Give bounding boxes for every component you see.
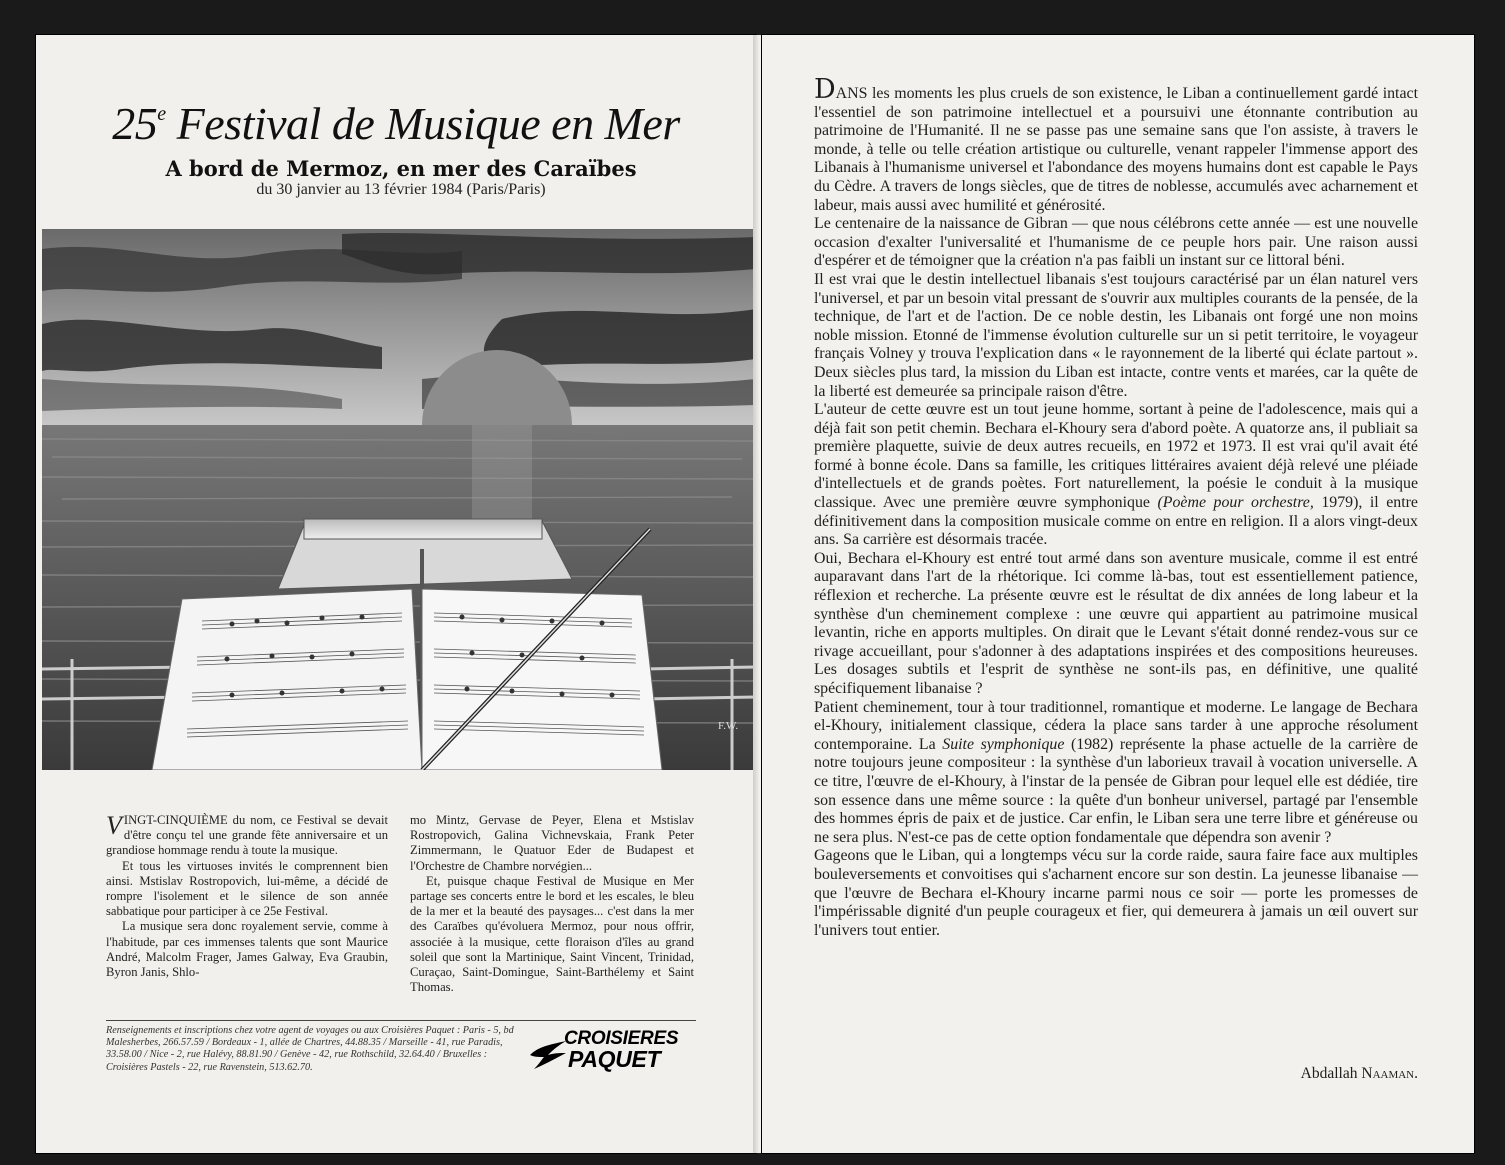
col1-paragraph-1: VINGT-CINQUIÈME du nom, ce Festival se devait d'être conçu tel une grande fête anniversaire et un grandiose hommage rendu à toute la musique. bbox=[106, 811, 388, 858]
article-column-2 bbox=[410, 813, 694, 995]
col2-paragraph-1: mo Mintz, Gervase de Peyer, Elena et Mstislav Rostropovich, Galina Vichnevskaia, Frank Peter Zimmermann, le Quatuor Eder de Budapest et l'Orchestre de Chambre norvégien... bbox=[410, 813, 694, 873]
festival-dates: du 30 janvier au 13 février 1984 (Paris/Paris) bbox=[256, 181, 546, 198]
right-page bbox=[762, 35, 1474, 1153]
artist-initials: F.W. bbox=[718, 720, 739, 732]
logo-line-2: PAQUET bbox=[568, 1046, 661, 1072]
col1-paragraph-3: La musique sera donc royalement servie, comme à l'habitude, par ces immenses talents que sont Maurice André, Malcolm Frager, James Galway, Eva Graubin, Byron Janis, Shlo- bbox=[106, 919, 388, 980]
author-signature: Abdallah Naaman. bbox=[1300, 1065, 1418, 1082]
essay-paragraph-7: Gageons que le Liban, qui a longtemps vécu sur la corde raide, saura faire face aux multiples bouleversements et convoitises qui s'acharnent encore sur son destin. La jeunesse libanaise — que l'œuvre de Bechara el-Khoury incarne parmi nous ce soir — porte les promesses de l'impérissable dignité d'un peuple courageux et fier, qui demeurera à jamais un œil ouvert sur l'univers tout entier. bbox=[814, 847, 1418, 939]
essay-body bbox=[814, 74, 1418, 940]
logo-line-1: CROISIERES bbox=[564, 1028, 679, 1049]
essay-paragraph-2: Le centenaire de la naissance de Gibran — que nous célébrons cette année — est une nouvelle occasion d'exalter l'universalité et l'humanisme de ce peuple hors pair. Une raison aussi d'espérer et de témoigner que la création n'a pas faibli un instant sur ce littoral béni. bbox=[814, 215, 1418, 270]
left-page bbox=[36, 35, 756, 1153]
croisieres-paquet-logo bbox=[528, 1029, 698, 1073]
essay-paragraph-1: DANS les moments les plus cruels de son existence, le Liban a continuellement gardé intact l'essentiel de son patrimoine intellectuel et a poursuivi une étonnante contribution au patrimoine de l'Humanité. Il ne se passe pas une semaine sans que l'on assiste, à travers le monde, à telle ou telle création artistique ou culturelle, venant rappeler l'immense apport des Libanais à l'humanisme universel et l'abondance des moyens humains dont est capable le Pays du Cèdre. A travers de longs siècles, que de titres de noblesse, accumulés avec acharnement et labeur, mais aussi avec humilité et générosité. bbox=[814, 74, 1418, 214]
festival-subtitle: A bord de Mermoz, en mer des Caraïbes bbox=[165, 156, 637, 181]
col2-paragraph-2: Et, puisque chaque Festival de Musique en Mer partage ses concerts entre le bord et les escales, le bleu de la mer et la beauté des paysages... c'est dans la mer des Caraïbes qu'évoluera Mermoz, pour nous offrir, associée à la musique, cette floraison d'îles au grand soleil que sont la Martinique, Saint Vincent, Trinidad, Curaçao, Saint-Domingue, Saint-Barthélemy et Saint Thomas. bbox=[410, 873, 694, 995]
footer-divider bbox=[106, 1020, 696, 1021]
bird-icon bbox=[528, 1033, 568, 1073]
essay-paragraph-6: Patient cheminement, tour à tour traditionnel, romantique et moderne. Le langage de Bechara el-Khoury, initialement classique, céderа la place sans tarder à une approche résolument contemporaine. La Suite symphonique (1982) représente la phase actuelle de la carrière de notre toujours jeune compositeur : la synthèse d'un laborieux travail à vocation universelle. A ce titre, l'œuvre de el-Khoury, à l'instar de la pensée de Gibran pour lequel elle est dédiée, tire son essence dans une même source : la quête d'un bonheur universel, partagé par l'ensemble des hommes épris de paix et de justice. Car enfin, le Liban sera une terre libre et généreuse ou ne sera plus. N'est-ce pas de cette option fondamentale que dépendra son avenir ? bbox=[814, 698, 1418, 846]
sunset-sea-sheet-music-illustration bbox=[42, 229, 756, 770]
essay-paragraph-3: Il est vrai que le destin intellectuel libanais s'est toujours caractérisé par un élan naturel vers l'universel, et par un besoin vital pressant de s'ouvrir aux multiples courants de la pensée, de la technique, de l'art et de l'action. De ce noble destin, les Libanais ont forgé une non moins noble mission. Etonné de l'immense évolution culturelle sur un si petit territoire, le voyageur français Volney y trouva l'explication dans « le rayonnement de la liberté qui éclate partout ». Deux siècles plus tard, la mission du Liban est intacte, contre vents et marées, car la quête de la liberté est demeurée sa principale raison d'être. bbox=[814, 270, 1418, 400]
festival-title: 25e Festival de Musique en Mer bbox=[112, 98, 680, 149]
essay-paragraph-4: L'auteur de cette œuvre est un tout jeune homme, sortant à peine de l'adolescence, mais qui a déjà fait son petit chemin. Bechara el-Khoury sera d'abord poète. A quatorze ans, il publiait sa première plaquette, suivie de deux autres recueils, en 1972 et 1973. Il est vrai qu'il avait été formé à bonne école. Dans sa famille, les critiques littéraires avaient déjà relevé une pléiade d'intellectuels et de grands poètes. Fort naturellement, la poésie le conduit à la musique classique. Avec une première œuvre symphonique (Poème pour orchestre, 1979), il entre définitivement dans la composition musicale comme on entre en religion. Il a alors vingt-deux ans. Sa carrière est désormais tracée. bbox=[814, 401, 1418, 549]
essay-paragraph-5: Oui, Bechara el-Khoury est entré tout armé dans son aventure musicale, comme il est entré auparavant dans l'art de la rhétorique. Ici comme là-bas, tout est essentiellement patience, réflexion et recherche. La présente œuvre est le résultat de dix années de long labeur et la synthèse d'un cheminement complexe : une œuvre qui appartient au patrimoine musical levantin, riche en apports multiples. On dirait que le Levant s'était donné rendez-vous sur ce rivage accueillant, pour s'adonner à des adaptations inspirées et des compositions heureuses. Les dosages subtils et l'esprit de synthèse ne sont-ils pas, en définitive, une qualité spécifiquement libanaise ? bbox=[814, 549, 1418, 697]
col1-paragraph-2: Et tous les virtuoses invités le comprennent bien ainsi. Mstislav Rostropovich, lui-même, a décidé de rompre l'isolement et le silence de son année sabbatique pour participer à ce 25e Festival. bbox=[106, 858, 388, 919]
article-column-1 bbox=[106, 813, 388, 980]
booking-info: Renseignements et inscriptions chez votre agent de voyages ou aux Croisières Paquet : Paris - 5, bd Malesherbes, 266.57.59 / Bordeaux - 1, allée de Chartres, 44.88.35 / Marseille - 41, rue Paradis, 33.58.00 / Nice - 2, rue Halévy, 88.81.90 / Genève - 42, rue Rothschild, 32.64.40 / Bruxelles : Croisières Pastels - 22, rue Ravenstein, 513.62.70. bbox=[106, 1025, 514, 1073]
